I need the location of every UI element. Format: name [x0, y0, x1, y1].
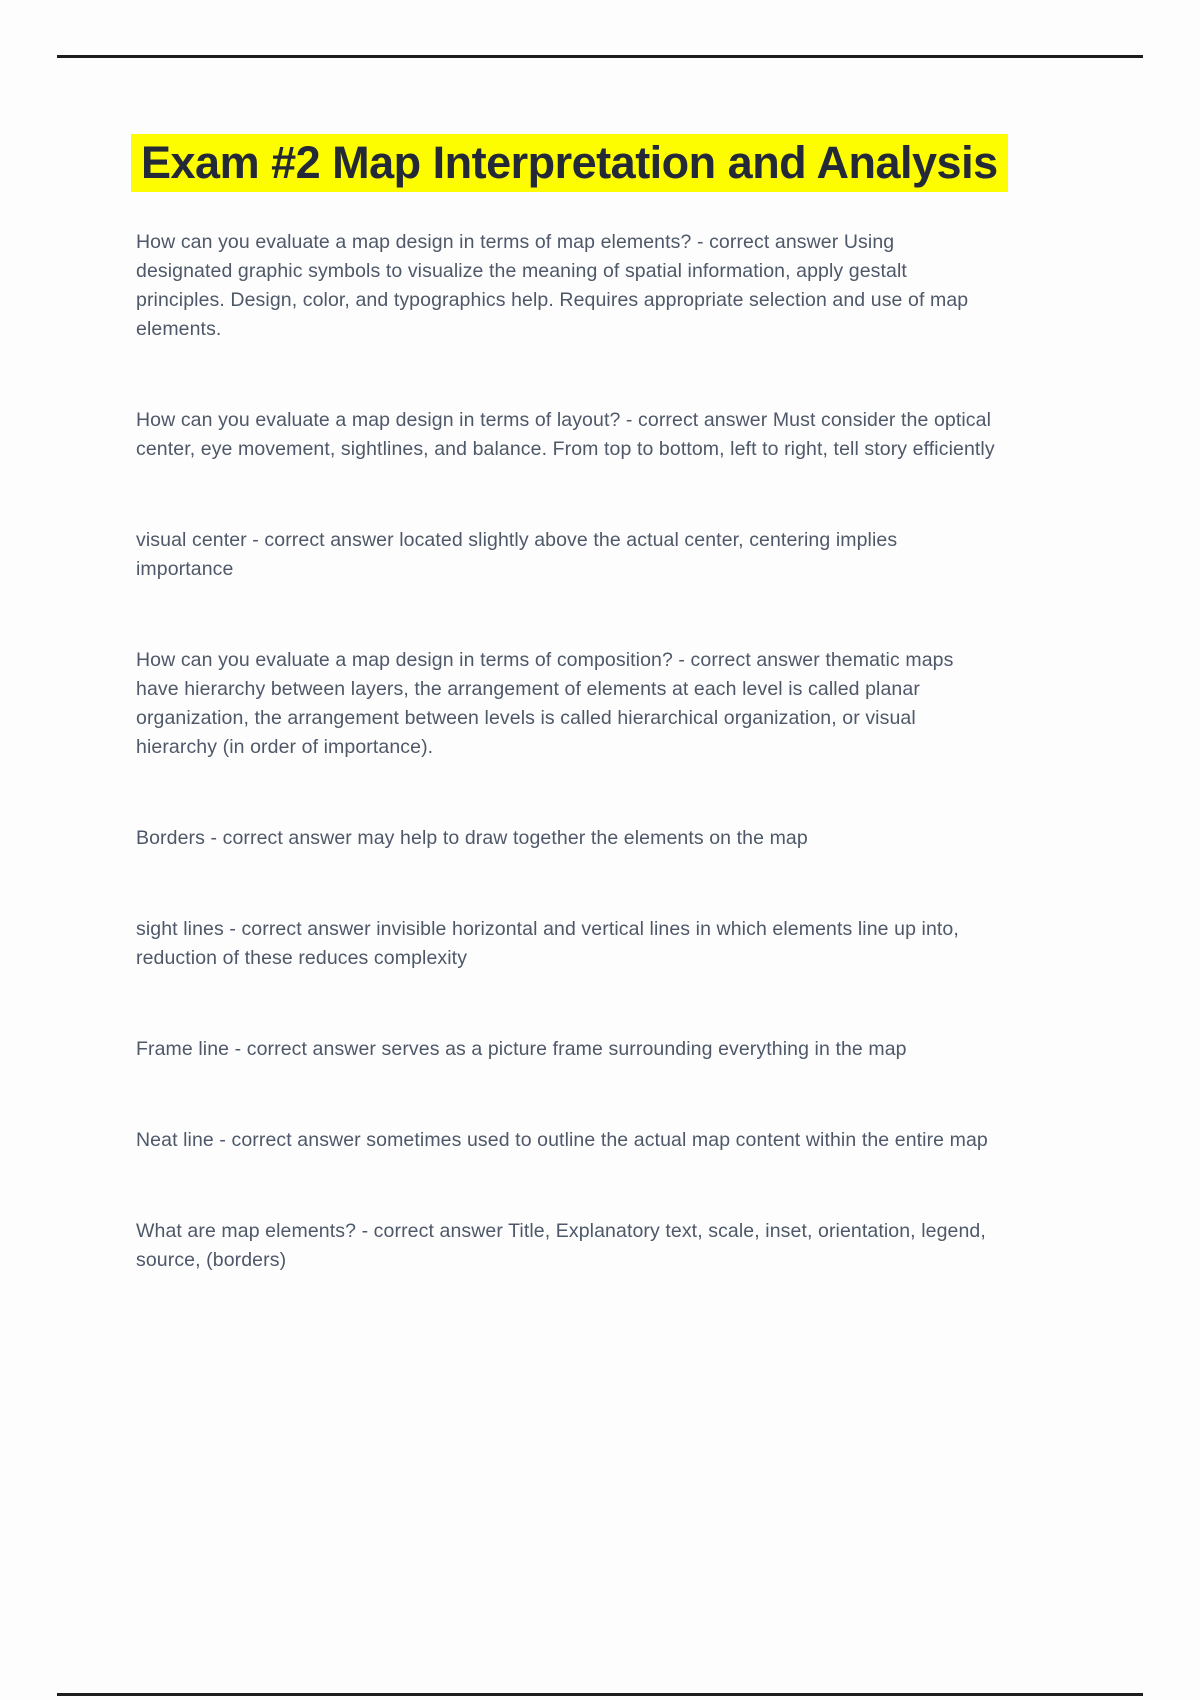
qa-paragraph-map-elements-evaluation: How can you evaluate a map design in terms of map elements? - correct answer Using designated graphic symbols to visualize the meaning of spatial information, apply gestalt principles. Design, color, and typographics help. Requires appropriate selection and use of map elements. — [136, 231, 969, 340]
page-title: Exam #2 Map Interpretation and Analysis — [131, 134, 1008, 192]
qa-paragraph-visual-center: visual center - correct answer located slightly above the actual center, centering implies importance — [136, 529, 898, 580]
bottom-border-line — [57, 1693, 1143, 1696]
qa-paragraph-layout-evaluation: How can you evaluate a map design in terms of layout? - correct answer Must consider the optical center, eye movement, sightlines, and balance. From top to bottom, left to right, tell story efficiently — [136, 409, 995, 460]
qa-paragraph-neat-line: Neat line - correct answer sometimes used to outline the actual map content within the entire map — [136, 1129, 988, 1151]
qa-paragraph-sight-lines: sight lines - correct answer invisible horizontal and vertical lines in which elements line up into, reduction of these reduces complexity — [136, 918, 959, 969]
qa-paragraph-map-elements-list: What are map elements? - correct answer Title, Explanatory text, scale, inset, orientation, legend, source, (borders) — [136, 1220, 986, 1271]
qa-paragraph-composition-evaluation: How can you evaluate a map design in terms of composition? - correct answer thematic maps have hierarchy between layers, the arrangement of elements at each level is called planar organization, the arrangement between levels is called hierarchical organization, or visual hierarchy (in order of importance). — [136, 649, 954, 758]
qa-paragraph-borders: Borders - correct answer may help to draw together the elements on the map — [136, 827, 808, 849]
document-content — [136, 0, 996, 1337]
qa-paragraph-frame-line: Frame line - correct answer serves as a picture frame surrounding everything in the map — [136, 1038, 907, 1060]
